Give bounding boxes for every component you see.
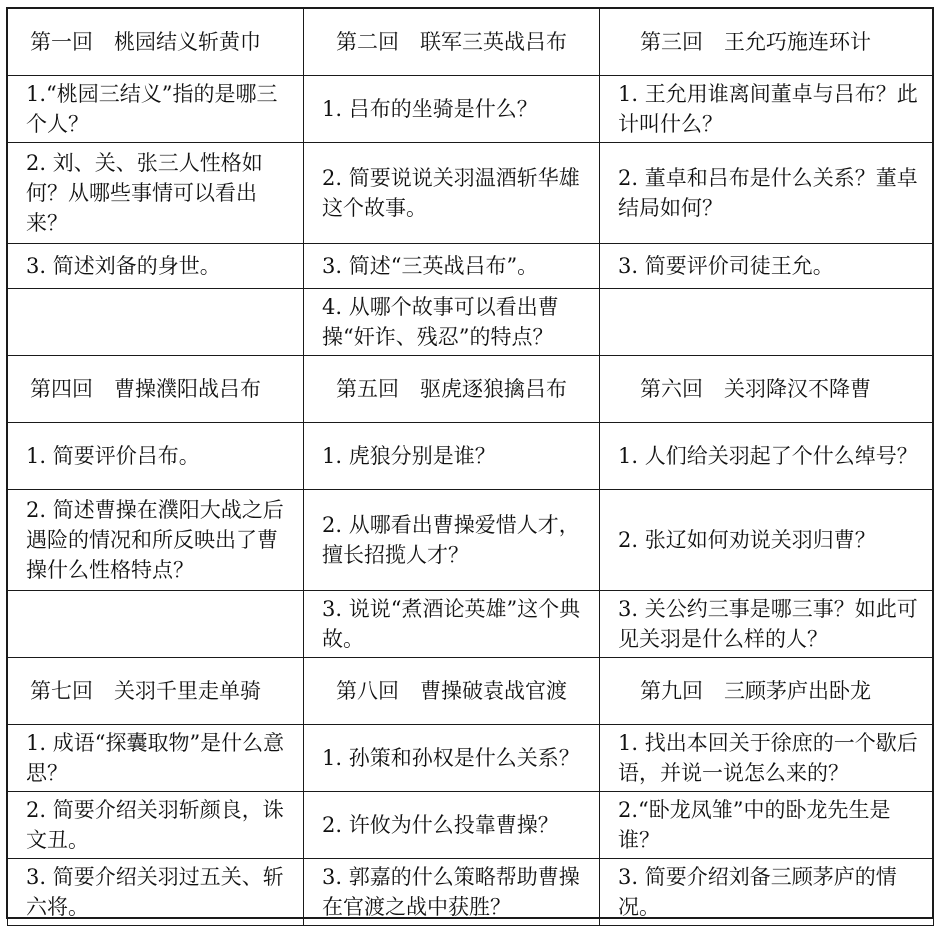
question-cell: 3. 说说“煮酒论英雄”这个典故。 bbox=[304, 591, 600, 658]
question-cell bbox=[8, 289, 304, 356]
question-cell: 2. 董卓和吕布是什么关系？董卓结局如何？ bbox=[600, 143, 934, 244]
question-row bbox=[8, 591, 934, 658]
question-cell: 1. 成语“探囊取物”是什么意思？ bbox=[8, 725, 304, 792]
question-cell: 1. 人们给关羽起了个什么绰号？ bbox=[600, 423, 934, 490]
question-row bbox=[8, 792, 934, 859]
question-cell: 2. 张辽如何劝说关羽归曹？ bbox=[600, 490, 934, 591]
question-cell: 1. 吕布的坐骑是什么？ bbox=[304, 76, 600, 143]
question-cell: 1. 虎狼分别是谁？ bbox=[304, 423, 600, 490]
question-row bbox=[8, 490, 934, 591]
chapter-title: 第八回 曹操破袁战官渡 bbox=[304, 658, 600, 725]
chapter-title: 第九回 三顾茅庐出卧龙 bbox=[600, 658, 934, 725]
chapter-title: 第三回 王允巧施连环计 bbox=[600, 9, 934, 76]
chapter-title: 第五回 驱虎逐狼擒吕布 bbox=[304, 356, 600, 423]
chapter-header-row bbox=[8, 658, 934, 725]
chapter-title: 第四回 曹操濮阳战吕布 bbox=[8, 356, 304, 423]
chapter-title: 第一回 桃园结义斩黄巾 bbox=[8, 9, 304, 76]
chapter-header-row bbox=[8, 356, 934, 423]
question-row bbox=[8, 289, 934, 356]
chapter-title: 第二回 联军三英战吕布 bbox=[304, 9, 600, 76]
question-cell: 4. 从哪个故事可以看出曹操“奸诈、残忍”的特点？ bbox=[304, 289, 600, 356]
question-row bbox=[8, 244, 934, 289]
question-cell: 2. 简述曹操在濮阳大战之后遇险的情况和所反映出了曹操什么性格特点？ bbox=[8, 490, 304, 591]
question-cell: 1. 孙策和孙权是什么关系？ bbox=[304, 725, 600, 792]
question-cell: 3. 郭嘉的什么策略帮助曹操在官渡之战中获胜？ bbox=[304, 859, 600, 926]
question-cell: 3. 简述刘备的身世。 bbox=[8, 244, 304, 289]
question-row bbox=[8, 859, 934, 926]
question-row bbox=[8, 76, 934, 143]
chapter-header-row bbox=[8, 9, 934, 76]
question-cell: 2.“卧龙凤雏”中的卧龙先生是谁？ bbox=[600, 792, 934, 859]
question-cell: 2. 从哪看出曹操爱惜人才，擅长招揽人才？ bbox=[304, 490, 600, 591]
question-cell: 3. 简要评价司徒王允。 bbox=[600, 244, 934, 289]
question-cell: 2. 许攸为什么投靠曹操？ bbox=[304, 792, 600, 859]
question-cell: 1. 王允用谁离间董卓与吕布？此计叫什么？ bbox=[600, 76, 934, 143]
question-cell: 2. 刘、关、张三人性格如何？从哪些事情可以看出来？ bbox=[8, 143, 304, 244]
question-row bbox=[8, 143, 934, 244]
question-cell: 1. 简要评价吕布。 bbox=[8, 423, 304, 490]
question-cell: 2. 简要说说关羽温酒斩华雄这个故事。 bbox=[304, 143, 600, 244]
question-cell: 3. 关公约三事是哪三事？如此可见关羽是什么样的人？ bbox=[600, 591, 934, 658]
question-table bbox=[7, 8, 934, 926]
question-cell: 3. 简要介绍关羽过五关、斩六将。 bbox=[8, 859, 304, 926]
chapter-title: 第六回 关羽降汉不降曹 bbox=[600, 356, 934, 423]
question-cell: 1. 找出本回关于徐庶的一个歇后语，并说一说怎么来的？ bbox=[600, 725, 934, 792]
question-cell bbox=[600, 289, 934, 356]
chapter-title: 第七回 关羽千里走单骑 bbox=[8, 658, 304, 725]
question-cell: 3. 简述“三英战吕布”。 bbox=[304, 244, 600, 289]
question-cell: 3. 简要介绍刘备三顾茅庐的情况。 bbox=[600, 859, 934, 926]
question-cell: 1.“桃园三结义”指的是哪三个人？ bbox=[8, 76, 304, 143]
question-row bbox=[8, 725, 934, 792]
question-cell: 2. 简要介绍关羽斩颜良，诛文丑。 bbox=[8, 792, 304, 859]
question-row bbox=[8, 423, 934, 490]
question-cell bbox=[8, 591, 304, 658]
